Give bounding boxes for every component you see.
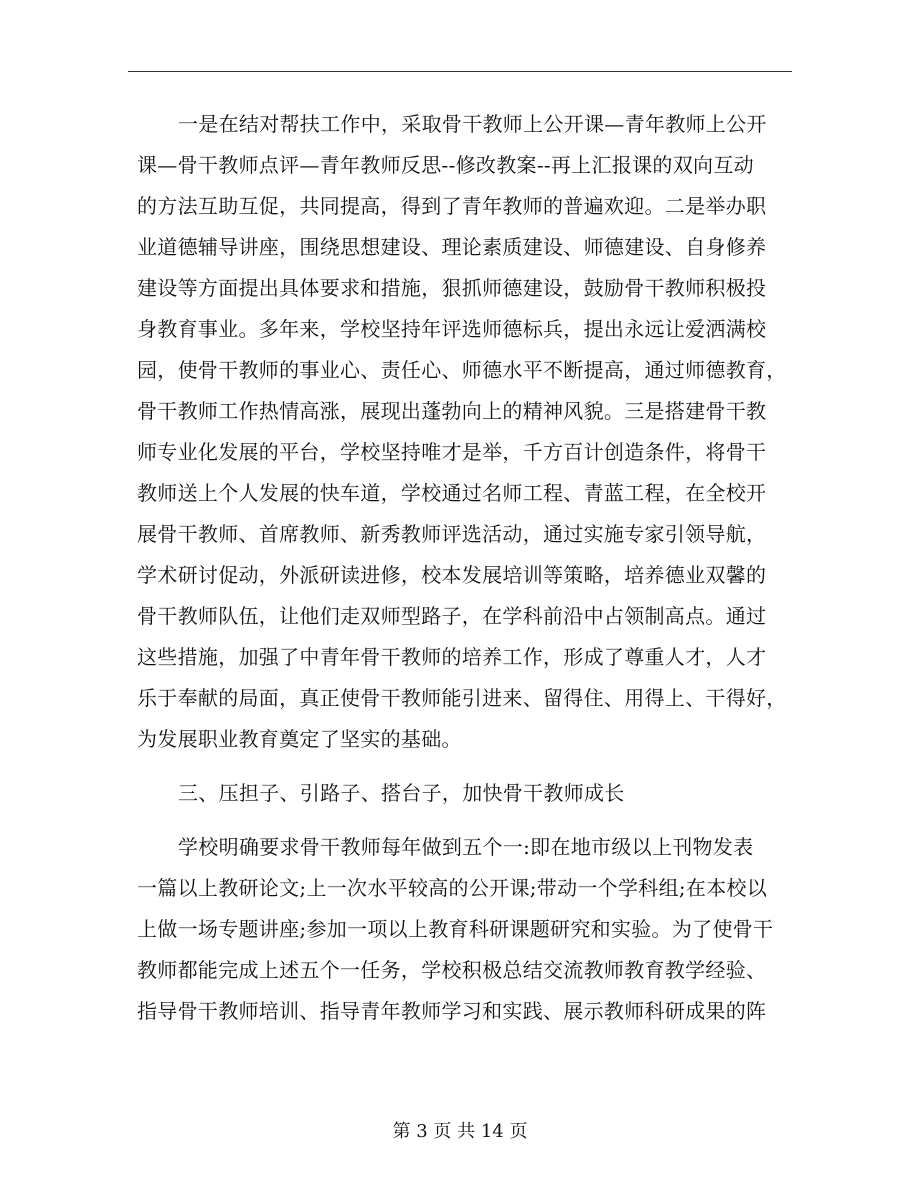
document-body <box>137 104 797 1032</box>
text-line: 身教育事业。多年来，学校坚持年评选师德标兵，提出永远让爱洒满校 <box>137 317 767 341</box>
text-line: 学术研讨促动，外派研读进修，校本发展培训等策略，培养德业双馨的 <box>137 563 767 587</box>
section-heading-text: 三、压担子、引路子、搭台子，加快骨干教师成长 <box>178 781 625 805</box>
paragraph <box>137 104 797 760</box>
text-line: 一是在结对帮扶工作中，采取骨干教师上公开课—青年教师上公开 <box>178 112 767 136</box>
text-line: 骨干教师工作热情高涨，展现出蓬勃向上的精神风貌。三是搭建骨干教 <box>137 399 767 423</box>
text-line: 骨干教师队伍，让他们走双师型路子，在学科前沿中占领制高点。通过 <box>137 604 767 628</box>
text-line: 一篇以上教研论文;上一次水平较高的公开课;带动一个学科组;在本校以 <box>137 876 768 900</box>
text-line: 上做一场专题讲座;参加一项以上教育科研课题研究和实验。为了使骨干 <box>137 917 774 941</box>
text-line: 建设等方面提出具体要求和措施，狠抓师德建设，鼓励骨干教师积极投 <box>137 276 767 300</box>
text-line: 乐于奉献的局面，真正使骨干教师能引进来、留得住、用得上、干得好， <box>137 686 787 710</box>
text-line: 课—骨干教师点评—青年教师反思--修改教案--再上汇报课的双向互动 <box>137 153 754 177</box>
text-line: 展骨干教师、首席教师、新秀教师评选活动，通过实施专家引领导航， <box>137 522 767 546</box>
text-line: 师专业化发展的平台，学校坚持唯才是举，千方百计创造条件，将骨干 <box>137 440 767 464</box>
text-line: 教师送上个人发展的快车道，学校通过名师工程、青蓝工程，在全校开 <box>137 481 767 505</box>
text-line: 指导骨干教师培训、指导青年教师学习和实践、展示教师科研成果的阵 <box>137 999 767 1023</box>
section-heading <box>137 773 797 814</box>
text-line: 的方法互助互促，共同提高，得到了青年教师的普遍欢迎。二是举办职 <box>137 194 767 218</box>
text-line: 园，使骨干教师的事业心、责任心、师德水平不断提高，通过师德教育， <box>137 358 787 382</box>
text-line: 学校明确要求骨干教师每年做到五个一:即在地市级以上刊物发表 <box>178 835 754 859</box>
paragraph <box>137 827 797 1032</box>
text-line: 这些措施，加强了中青年骨干教师的培养工作，形成了尊重人才，人才 <box>137 645 767 669</box>
text-line: 为发展职业教育奠定了坚实的基础。 <box>137 727 462 751</box>
page-number-label: 第 3 页 共 14 页 <box>392 1121 528 1142</box>
text-line: 业道德辅导讲座，围绕思想建设、理论素质建设、师德建设、自身修养 <box>137 235 767 259</box>
header-rule <box>128 71 792 72</box>
text-line: 教师都能完成上述五个一任务，学校积极总结交流教师教育教学经验、 <box>137 958 767 982</box>
page-footer <box>0 1118 920 1146</box>
